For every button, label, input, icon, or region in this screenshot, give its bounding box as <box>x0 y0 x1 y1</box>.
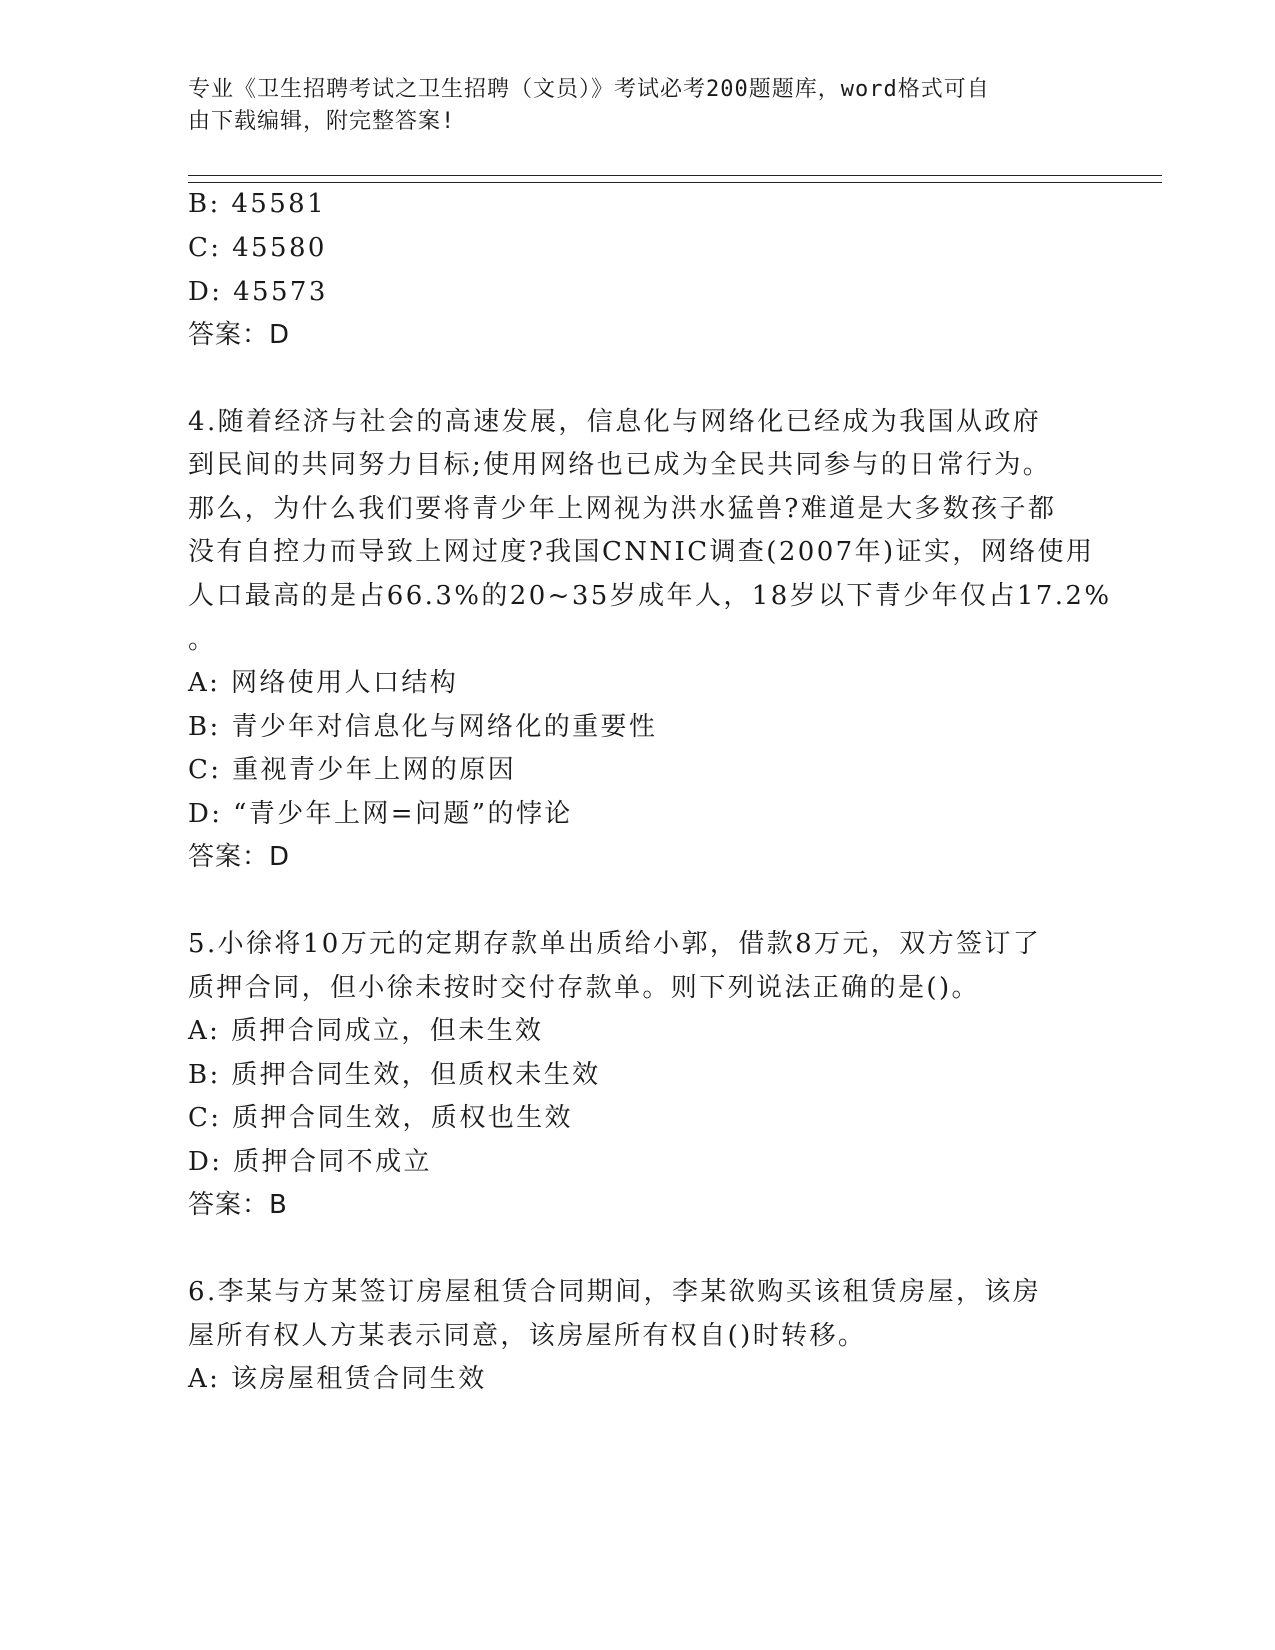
header-line-1: 专业《卫生招聘考试之卫生招聘（文员）》考试必考200题题库，word格式可自 <box>188 77 990 102</box>
q5-option-b: B: 质押合同生效，但质权未生效 <box>188 1060 601 1090</box>
q4-option-d: D: “青少年上网=问题”的悖论 <box>188 799 573 829</box>
q4-stem-line-2: 到民间的共同努力目标;使用网络也已成为全民共同参与的日常行为。 <box>188 450 1052 480</box>
q3-option-b: B: 45581 <box>188 189 327 219</box>
q6-stem-line-1: 6.李某与方某签订房屋租赁合同期间，李某欲购买该租赁房屋，该房 <box>188 1277 1042 1307</box>
q5-answer: 答案：B <box>188 1190 288 1220</box>
header-divider-top <box>188 175 1162 176</box>
q6-option-a: A: 该房屋租赁合同生效 <box>188 1364 487 1394</box>
q5-stem-line-2: 质押合同，但小徐未按时交付存款单。则下列说法正确的是()。 <box>188 973 980 1003</box>
header-line-2: 由下载编辑，附完整答案! <box>188 109 456 134</box>
header-divider-bottom <box>188 182 1162 183</box>
q5-option-c: C: 质押合同生效，质权也生效 <box>188 1103 573 1133</box>
q4-stem-line-1: 4.随着经济与社会的高速发展，信息化与网络化已经成为我国从政府 <box>188 407 1042 437</box>
q4-option-b: B: 青少年对信息化与网络化的重要性 <box>188 712 658 742</box>
q4-answer: 答案：D <box>188 842 291 872</box>
q5-stem-line-1: 5.小徐将10万元的定期存款单出质给小郭，借款8万元，双方签订了 <box>188 929 1042 959</box>
q3-option-c: C: 45580 <box>188 233 327 263</box>
q4-option-a: A: 网络使用人口结构 <box>188 668 459 698</box>
q4-stem-line-6: 。 <box>188 625 217 655</box>
q5-option-d: D: 质押合同不成立 <box>188 1147 432 1177</box>
q5-option-a: A: 质押合同成立，但未生效 <box>188 1016 544 1046</box>
q4-option-c: C: 重视青少年上网的原因 <box>188 755 517 785</box>
q3-option-d: D: 45573 <box>188 277 328 307</box>
q3-answer: 答案：D <box>188 320 291 350</box>
document-header <box>188 74 1068 138</box>
q4-stem-line-3: 那么，为什么我们要将青少年上网视为洪水猛兽?难道是大多数孩子都 <box>188 494 1057 524</box>
q4-stem-line-5: 人口最高的是占66.3%的20~35岁成年人，18岁以下青少年仅占17.2% <box>188 581 1112 611</box>
q4-stem-line-4: 没有自控力而导致上网过度?我国CNNIC调查(2007年)证实，网络使用 <box>188 537 1095 567</box>
q6-stem-line-2: 屋所有权人方某表示同意，该房屋所有权自()时转移。 <box>188 1321 867 1351</box>
